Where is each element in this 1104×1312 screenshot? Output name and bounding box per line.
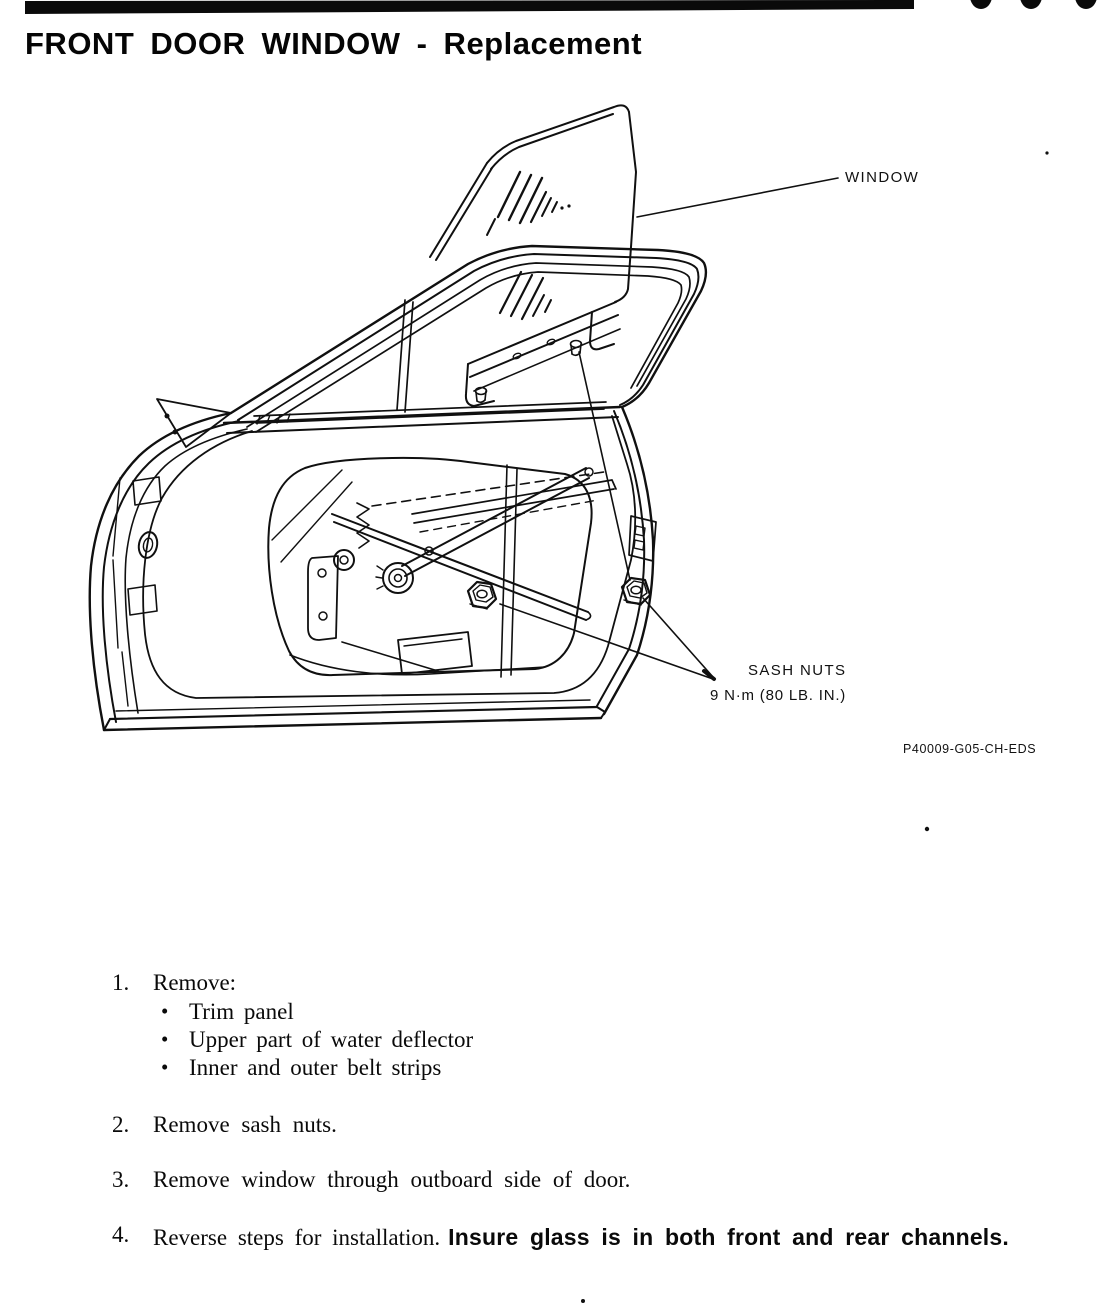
window-label: WINDOW — [845, 169, 920, 186]
step-text: Remove sash nuts. — [153, 1112, 337, 1137]
step-number: 4. — [112, 1222, 130, 1247]
sash-nut-left — [468, 582, 496, 609]
sash-nuts-label: SASH NUTS — [748, 662, 847, 679]
bullet-icon: • — [161, 1027, 169, 1051]
sash-nuts-torque: 9 N·m (80 LB. IN.) — [710, 687, 847, 704]
step-text — [153, 1222, 1037, 1253]
step-number: 3. — [112, 1167, 130, 1192]
bullet-item: Trim panel — [189, 999, 294, 1024]
scan-specks — [581, 151, 1049, 1303]
figure-part-code: P40009-G05-CH-EDS — [903, 742, 1037, 756]
step-text-bold: Insure glass is in both front and rear channels. — [448, 1224, 1009, 1250]
step-text: Remove: — [153, 970, 237, 995]
step-text-normal: Reverse steps for installation. — [153, 1225, 441, 1250]
sash-channel — [466, 302, 620, 406]
binder-holes — [970, 0, 1097, 9]
bullet-item: Upper part of water deflector — [189, 1027, 474, 1052]
step-text: Remove window through outboard side of door. — [153, 1167, 631, 1192]
bullet-icon: • — [161, 999, 169, 1023]
sash-nuts-leader-lines — [500, 352, 714, 679]
step-number: 1. — [112, 970, 130, 995]
door-frame — [224, 246, 706, 433]
window-leader-line — [637, 178, 838, 217]
regulator-mechanism — [290, 468, 616, 675]
bullet-icon: • — [161, 1055, 169, 1079]
bullet-item: Inner and outer belt strips — [189, 1055, 442, 1080]
door-body — [90, 399, 656, 730]
step-number: 2. — [112, 1112, 130, 1137]
page-title: FRONT DOOR WINDOW - Replacement — [25, 26, 643, 61]
window-glass — [430, 105, 636, 319]
top-rule — [25, 0, 914, 14]
